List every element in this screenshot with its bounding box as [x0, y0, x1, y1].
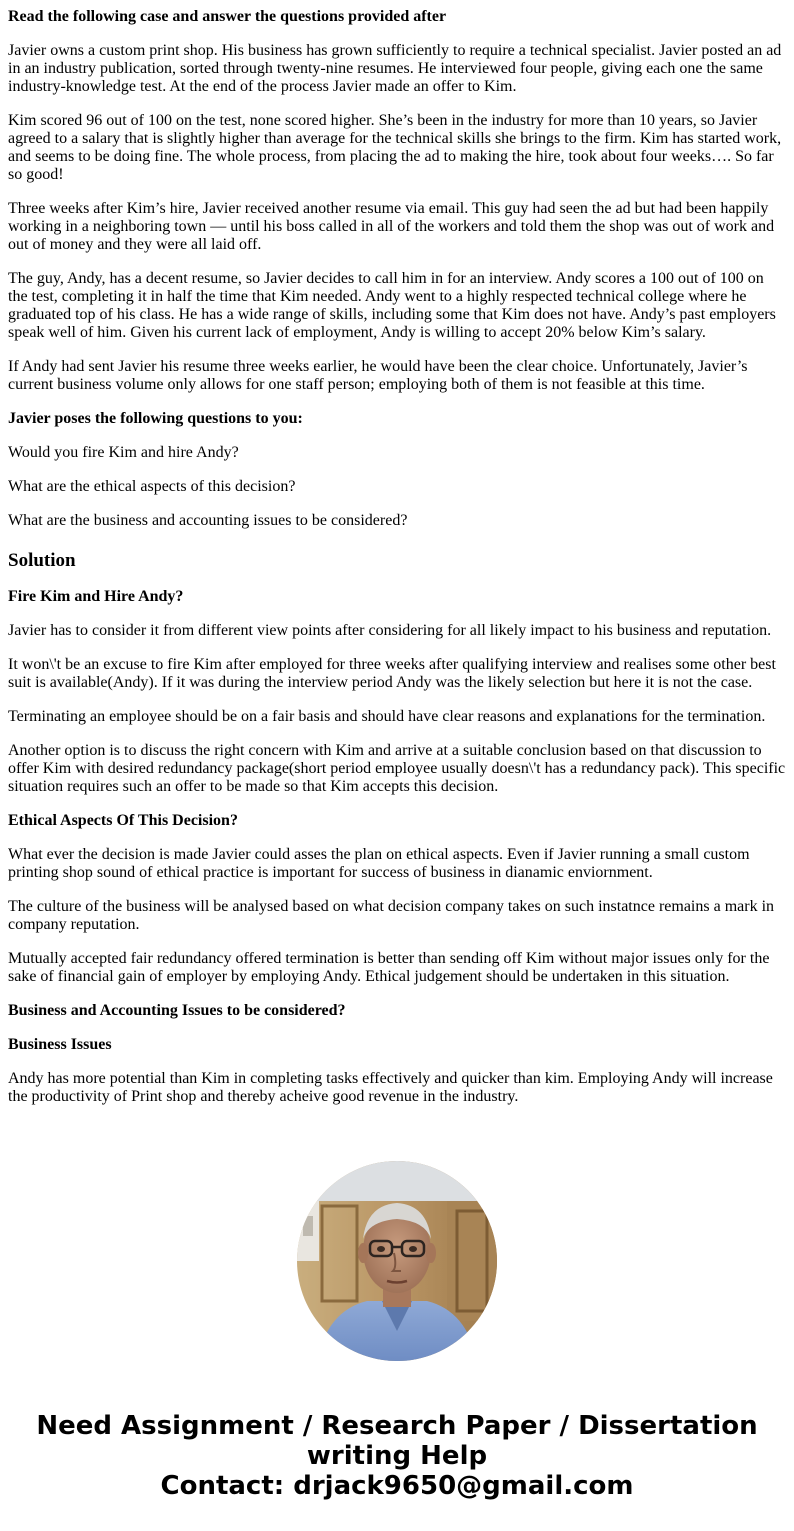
section-heading-fire-kim: Fire Kim and Hire Andy? [8, 588, 184, 605]
question-item: What are the ethical aspects of this decision? [8, 478, 296, 495]
case-paragraph: Three weeks after Kim’s hire, Javier received another resume via email. This guy had seen the ad but had been happily working in a neighboring town — until his boss called in all of the workers and told them the shop was out of work and out of money and they were all laid off. [8, 200, 775, 253]
solution-paragraph: What ever the decision is made Javier could asses the plan on ethical aspects. Even if Javier running a small custom printing shop sound of ethical practice is important for success of business in dianamic enviornment. [8, 846, 750, 881]
document-body [0, 8, 794, 1106]
footer-line: Need Assignment / Research Paper / Dissertation [36, 1411, 758, 1441]
case-paragraph: Javier owns a custom print shop. His business has grown sufficiently to require a technical specialist. Javier posted an ad in an industry publication, sorted through twenty-nine resumes. He interviewed four people, giving each one the same industry-knowledge test. At the end of the process Javier made an offer to Kim. [8, 42, 782, 95]
solution-paragraph: The culture of the business will be analysed based on what decision company takes on such instatnce remains a mark in company reputation. [8, 898, 775, 933]
case-heading: Read the following case and answer the questions provided after [8, 8, 447, 25]
subheading-business-issues: Business Issues [8, 1036, 112, 1053]
case-paragraph: The guy, Andy, has a decent resume, so Javier decides to call him in for an interview. Andy scores a 100 out of 100 on the test, completing it in half the time that Kim needed. Andy went to a highly respected technical college where he graduated top of his class. He has a wide range of skills, including some that Kim does not have. Andy’s past employers speak well of him. Given his current lack of employment, Andy is willing to accept 20% below Kim’s salary. [8, 270, 776, 341]
section-heading-ethical: Ethical Aspects Of This Decision? [8, 812, 238, 829]
solution-paragraph: Andy has more potential than Kim in completing tasks effectively and quicker than kim. Employing Andy will increase the productivity of Print shop and thereby acheive good revenue in the industry. [8, 1070, 773, 1105]
solution-paragraph: Another option is to discuss the right concern with Kim and arrive at a suitable conclusion based on that discussion to offer Kim with desired redundancy package(short period employee usually doesn\'t has a redundancy pack). This specific situation requires such an offer to be made so that Kim accepts this decision. [8, 742, 786, 795]
question-item: Would you fire Kim and hire Andy? [8, 444, 239, 461]
case-paragraph: Kim scored 96 out of 100 on the test, none scored higher. She’s been in the industry for more than 10 years, so Javier agreed to a salary that is slightly higher than average for the technical skills she brings to the firm. Kim has started work, and seems to be doing fine. The whole process, from placing the ad to making the hire, took about four weeks…. So far so good! [8, 112, 782, 183]
footer-contact: Contact: drjack9650@gmail.com [160, 1471, 634, 1501]
solution-paragraph: Mutually accepted fair redundancy offered termination is better than sending off Kim without major issues only for the sake of financial gain of employer by employing Andy. Ethical judgement should be undertaken in this situation. [8, 950, 770, 985]
footer-advertisement [0, 1411, 794, 1501]
footer-line: writing Help [306, 1441, 488, 1471]
avatar-portrait-image [297, 1161, 497, 1361]
case-paragraph: If Andy had sent Javier his resume three weeks earlier, he would have been the clear choice. Unfortunately, Javier’s current business volume only allows for one staff person; employing both of them is not feasible at this time. [8, 358, 748, 393]
solution-paragraph: Terminating an employee should be on a fair basis and should have clear reasons and explanations for the termination. [8, 708, 766, 725]
solution-paragraph: It won\'t be an excuse to fire Kim after employed for three weeks after qualifying interview and realises some other best suit is available(Andy). If it was during the interview period Andy was the likely selection but here it is not the case. [8, 656, 776, 691]
solution-paragraph: Javier has to consider it from different view points after considering for all likely impact to his business and reputation. [8, 622, 772, 639]
question-item: What are the business and accounting issues to be considered? [8, 512, 408, 529]
solution-title: Solution [8, 550, 76, 571]
questions-heading: Javier poses the following questions to you: [8, 410, 303, 427]
section-heading-business: Business and Accounting Issues to be considered? [8, 1002, 346, 1019]
avatar [297, 1161, 497, 1361]
